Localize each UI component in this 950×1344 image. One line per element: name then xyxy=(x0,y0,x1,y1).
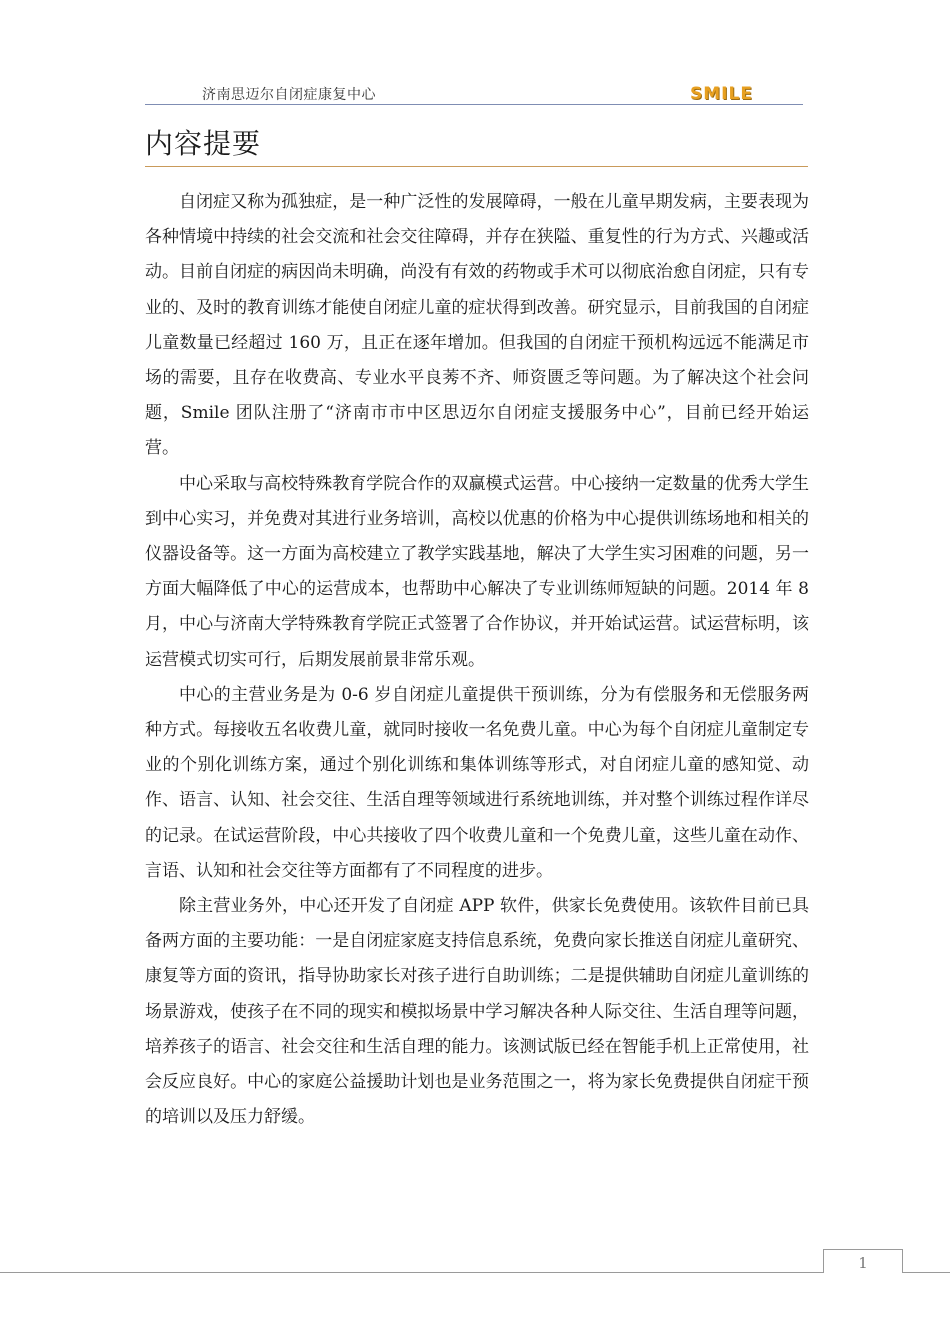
footer-divider xyxy=(0,1272,950,1273)
paragraph-4: 除主营业务外，中心还开发了自闭症 APP 软件，供家长免费使用。该软件目前已具备两方面的主要功能：一是自闭症家庭支持信息系统，免费向家长推送自闭症儿童研究、康复等方面的资讯，指导协助家长对孩子进行自助训练；二是提供辅助自闭症儿童训练的场景游戏，使孩子在不同的现实和模拟场景中学习解决各种人际交往、生活自理等问题，培养孩子的语言、社会交往和生活自理的能力。该测试版已经在智能手机上正常使用，社会反应良好。中心的家庭公益援助计划也是业务范围之一，将为家长免费提供自闭症干预的培训以及压力舒缓。 xyxy=(145,896,809,1128)
title-divider xyxy=(145,166,808,167)
section-title: 内容提要 xyxy=(145,127,262,160)
paragraph-2: 中心采取与高校特殊教育学院合作的双赢模式运营。中心接纳一定数量的优秀大学生到中心实习，并免费对其进行业务培训，高校以优惠的价格为中心提供训练场地和相关的仪器设备等。这一方面为高校建立了教学实践基地，解决了大学生实习困难的问题，另一方面大幅降低了中心的运营成本，也帮助中心解决了专业训练师短缺的问题。2014 年 8 月，中心与济南大学特殊教育学院正式签署了合作协议，并开始试运营。试运营标明，该运营模式切实可行，后期发展前景非常乐观。 xyxy=(145,473,809,670)
body-text xyxy=(145,185,809,1135)
header-divider xyxy=(145,104,803,105)
header-org-name: 济南思迈尔自闭症康复中心 xyxy=(202,87,376,103)
page-number: 1 xyxy=(823,1249,903,1273)
paragraph-3: 中心的主营业务是为 0-6 岁自闭症儿童提供干预训练，分为有偿服务和无偿服务两种方式。每接收五名收费儿童，就同时接收一名免费儿童。中心为每个自闭症儿童制定专业的个别化训练方案，通过个别化训练和集体训练等形式，对自闭症儿童的感知觉、动作、语言、认知、社会交往、生活自理等领域进行系统地训练，并对整个训练过程作详尽的记录。在试运营阶段，中心共接收了四个收费儿童和一个免费儿童，这些儿童在动作、言语、认知和社会交往等方面都有了不同程度的进步。 xyxy=(145,684,809,881)
paragraph-1: 自闭症又称为孤独症，是一种广泛性的发展障碍，一般在儿童早期发病，主要表现为各种情境中持续的社会交流和社会交往障碍，并存在狭隘、重复性的行为方式、兴趣或活动。目前自闭症的病因尚未明确，尚没有有效的药物或手术可以彻底治愈自闭症，只有专业的、及时的教育训练才能使自闭症儿童的症状得到改善。研究显示，目前我国的自闭症儿童数量已经超过 160 万，且正在逐年增加。但我国的自闭症干预机构远远不能满足市场的需要，且存在收费高、专业水平良莠不齐、师资匮乏等问题。为了解决这个社会问题，Smile 团队注册了“济南市市中区思迈尔自闭症支援服务中心”，目前已经开始运营。 xyxy=(145,192,809,459)
smile-logo: SMILE xyxy=(690,84,753,104)
